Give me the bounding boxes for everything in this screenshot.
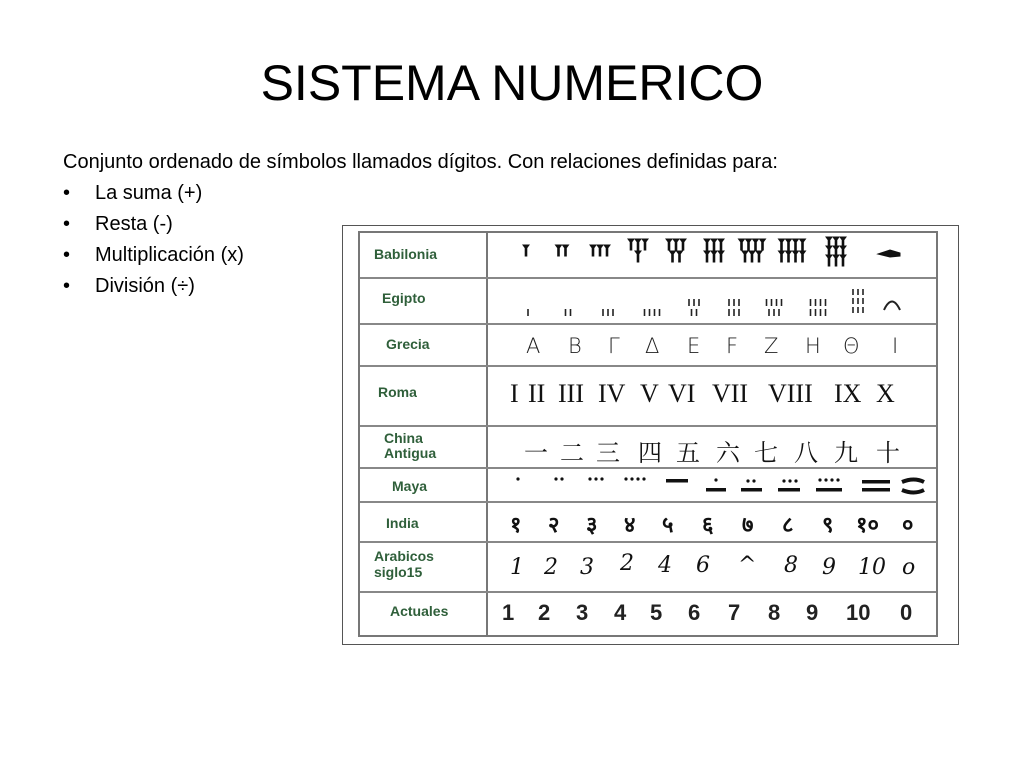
modern-glyph: 9	[806, 600, 819, 625]
indian-glyph: ६	[702, 513, 714, 538]
indian-glyph: ९	[822, 513, 834, 538]
roman-glyph: II	[528, 379, 546, 408]
row-label	[360, 427, 488, 467]
chinese-glyph: 二	[560, 439, 584, 467]
maya-glyphs	[488, 469, 936, 501]
roman-glyph: X	[876, 379, 895, 408]
wedge-mark	[704, 239, 710, 250]
wedge-mark	[628, 239, 634, 250]
label-line: siglo15	[374, 564, 423, 580]
intro-text: Conjunto ordenado de símbolos llamados dígitos. Con relaciones definidas para:	[63, 151, 778, 173]
wedge-mark	[590, 245, 596, 256]
dot-mark	[788, 479, 791, 482]
bullet-item	[63, 274, 244, 305]
row-babilonia	[360, 233, 936, 279]
dot-mark	[836, 478, 839, 481]
chinese-glyph: 一	[524, 439, 548, 467]
modern-numerals	[488, 593, 936, 635]
bar-mark	[666, 479, 688, 483]
wedge-mark	[800, 251, 806, 262]
roman-glyph: V	[640, 379, 659, 408]
egyptian-numerals	[488, 279, 936, 323]
row-label	[360, 233, 488, 277]
dot-mark	[600, 477, 603, 480]
bullet-dot: •	[63, 213, 71, 235]
chinese-numerals	[488, 427, 936, 467]
row-maya	[360, 469, 936, 503]
modern-glyph: 4	[614, 600, 627, 625]
bullet-dot: •	[63, 275, 71, 297]
bar-mark	[741, 488, 762, 492]
dot-mark	[818, 478, 821, 481]
slide-title: SISTEMA NUMERICO	[260, 55, 764, 111]
label-line: Antigua	[384, 445, 437, 461]
label-line: China	[384, 430, 423, 446]
greek-glyph: Β	[568, 334, 582, 358]
label-line: Grecia	[386, 336, 430, 352]
bar-mark	[706, 488, 726, 492]
label-line: Egipto	[382, 290, 426, 306]
babylonian-glyphs	[488, 233, 936, 277]
bullet-dot: •	[63, 182, 71, 204]
wedge-mark	[739, 239, 745, 250]
indian-glyph: ७	[742, 513, 754, 538]
indian-numerals	[488, 503, 936, 541]
dot-mark	[630, 477, 633, 480]
dot-mark	[824, 478, 827, 481]
greek-numerals	[488, 325, 936, 365]
row-label	[360, 325, 488, 365]
dot-mark	[554, 477, 557, 480]
label-line: Babilonia	[374, 246, 438, 262]
greek-glyph: Ι	[892, 334, 899, 358]
indian-glyph: ८	[782, 513, 794, 538]
wedge-mark	[800, 239, 806, 250]
chinese-glyph: 六	[716, 439, 740, 467]
chinese-glyph: 七	[754, 439, 778, 467]
dot-mark	[588, 477, 591, 480]
wedge-mark	[833, 255, 839, 266]
wedge-mark	[793, 239, 799, 250]
modern-glyph: 5	[650, 600, 663, 625]
roman-numerals	[488, 367, 936, 425]
greek-glyph: Δ	[645, 334, 660, 358]
wedge-mark	[670, 251, 676, 262]
wedge-mark	[604, 245, 610, 256]
modern-glyph: 0	[900, 600, 913, 625]
babylonian-numerals	[488, 233, 936, 277]
arabic-numerals	[488, 543, 936, 591]
roman-glyph: IX	[834, 379, 862, 408]
modern-glyph: 7	[728, 600, 741, 625]
arabic-glyph: 8	[784, 553, 798, 578]
arabic-glyph: 9	[822, 555, 836, 580]
bullet-dot: •	[63, 244, 71, 266]
bar-mark	[778, 488, 800, 492]
label-line: Roma	[378, 384, 417, 400]
label-line: Maya	[392, 478, 428, 494]
wedge-mark	[680, 239, 686, 250]
bullet-text: Multiplicación (x)	[95, 244, 244, 266]
ten-wedge	[878, 250, 900, 257]
row-roma	[360, 367, 936, 427]
bullet-text: Resta (-)	[95, 213, 173, 235]
roman-glyph: III	[558, 379, 584, 408]
bar-mark	[862, 480, 890, 484]
wedge-mark	[779, 251, 785, 262]
arabic-glyph: o	[902, 555, 916, 580]
row-grecia	[360, 325, 936, 367]
dot-mark	[560, 477, 563, 480]
wedge-mark	[642, 239, 648, 250]
numeral-table	[358, 231, 938, 637]
wedge-mark	[556, 245, 562, 256]
wedge-mark	[635, 239, 641, 250]
arabic-glyph: 3	[580, 555, 594, 580]
wedge-mark	[718, 239, 724, 250]
bar-mark	[816, 488, 842, 492]
dot-mark	[746, 479, 749, 482]
dot-mark	[624, 477, 627, 480]
wedge-mark	[746, 239, 752, 250]
dot-mark	[516, 477, 519, 480]
modern-glyph: 2	[538, 600, 551, 625]
arabic-glyph: 2	[620, 551, 634, 576]
greek-glyph: Ε	[687, 334, 701, 358]
chinese-glyph: 三	[596, 439, 620, 467]
wedge-mark	[753, 239, 759, 250]
roman-glyph: VII	[712, 379, 749, 408]
label-line: Actuales	[390, 603, 449, 619]
wedge-mark	[786, 239, 792, 250]
row-egipto	[360, 279, 936, 325]
wedge-mark	[673, 239, 679, 250]
arabic-glyph: 4	[658, 553, 672, 578]
wedge-mark	[749, 251, 755, 262]
wedge-mark	[826, 255, 832, 266]
bullet-list	[63, 181, 244, 305]
dot-mark	[636, 477, 639, 480]
indian-glyph: २	[548, 513, 560, 538]
wedge-mark	[677, 251, 683, 262]
indian-glyph: ३	[586, 513, 598, 538]
roman-glyph: VI	[668, 379, 696, 408]
wedge-mark	[718, 251, 724, 262]
wedge-mark	[786, 251, 792, 262]
dot-mark	[752, 479, 755, 482]
bar-mark	[862, 488, 890, 492]
arabic-glyph: 6	[696, 553, 710, 578]
bullet-item	[63, 212, 244, 243]
roman-glyph: VIII	[768, 379, 813, 408]
dot-mark	[830, 478, 833, 481]
chinese-glyph: 八	[794, 439, 818, 467]
bullet-item	[63, 243, 244, 274]
label-line: Arabicos	[374, 548, 434, 564]
greek-glyph: Η	[805, 334, 821, 358]
egyptian-glyphs	[488, 279, 936, 323]
wedge-mark	[666, 239, 672, 250]
wedge-mark	[704, 251, 710, 262]
bullet-item	[63, 181, 244, 212]
greek-glyph: Ϝ	[726, 334, 739, 358]
modern-glyph: 3	[576, 600, 589, 625]
dot-mark	[794, 479, 797, 482]
label-line: India	[386, 515, 419, 531]
wedge-mark	[756, 251, 762, 262]
indian-glyph: १०	[856, 513, 879, 538]
indian-glyph: ५	[662, 513, 674, 538]
row-india	[360, 503, 936, 543]
arabic-glyph: 1	[510, 555, 524, 580]
row-label	[360, 279, 488, 323]
row-arabicos	[360, 543, 936, 593]
wedge-mark	[523, 245, 529, 256]
dot-mark	[782, 479, 785, 482]
chinese-glyph: 五	[676, 439, 700, 467]
modern-glyph: 10	[846, 600, 871, 625]
bullet-text: División (÷)	[95, 275, 195, 297]
row-china	[360, 427, 936, 469]
greek-glyph: Γ	[608, 334, 620, 358]
arabic-glyph: 2	[544, 555, 558, 580]
wedge-mark	[760, 239, 766, 250]
row-label	[360, 503, 488, 541]
greek-glyph: Ζ	[764, 334, 779, 358]
wedge-mark	[711, 239, 717, 250]
wedge-mark	[711, 251, 717, 262]
wedge-mark	[563, 245, 569, 256]
row-label	[360, 469, 488, 501]
indian-glyph: १	[510, 513, 522, 538]
chinese-glyph: 十	[876, 439, 900, 467]
roman-glyph: I	[510, 379, 519, 408]
greek-glyph: Θ	[843, 334, 860, 358]
wedge-mark	[742, 251, 748, 262]
dot-mark	[642, 477, 645, 480]
indian-glyph: ४	[624, 513, 636, 538]
maya-numerals	[488, 469, 936, 501]
greek-glyph: Α	[526, 334, 541, 358]
modern-glyph: 8	[768, 600, 781, 625]
chinese-glyph: 九	[834, 439, 858, 467]
chinese-glyph: 四	[638, 439, 662, 467]
wedge-mark	[793, 251, 799, 262]
arabic-glyph: ^	[738, 553, 757, 578]
row-label	[360, 367, 488, 425]
dot-mark	[714, 478, 717, 481]
bullet-text: La suma (+)	[95, 182, 203, 204]
wedge-mark	[840, 255, 846, 266]
row-actuales	[360, 593, 936, 635]
dot-mark	[594, 477, 597, 480]
row-label	[360, 593, 488, 635]
modern-glyph: 6	[688, 600, 701, 625]
row-label	[360, 543, 488, 591]
indian-glyph: ०	[902, 513, 914, 538]
arabic-glyph: 10	[858, 555, 886, 580]
wedge-mark	[597, 245, 603, 256]
wedge-mark	[635, 251, 641, 262]
wedge-mark	[779, 239, 785, 250]
modern-glyph: 1	[502, 600, 515, 625]
roman-glyph: IV	[598, 379, 626, 408]
